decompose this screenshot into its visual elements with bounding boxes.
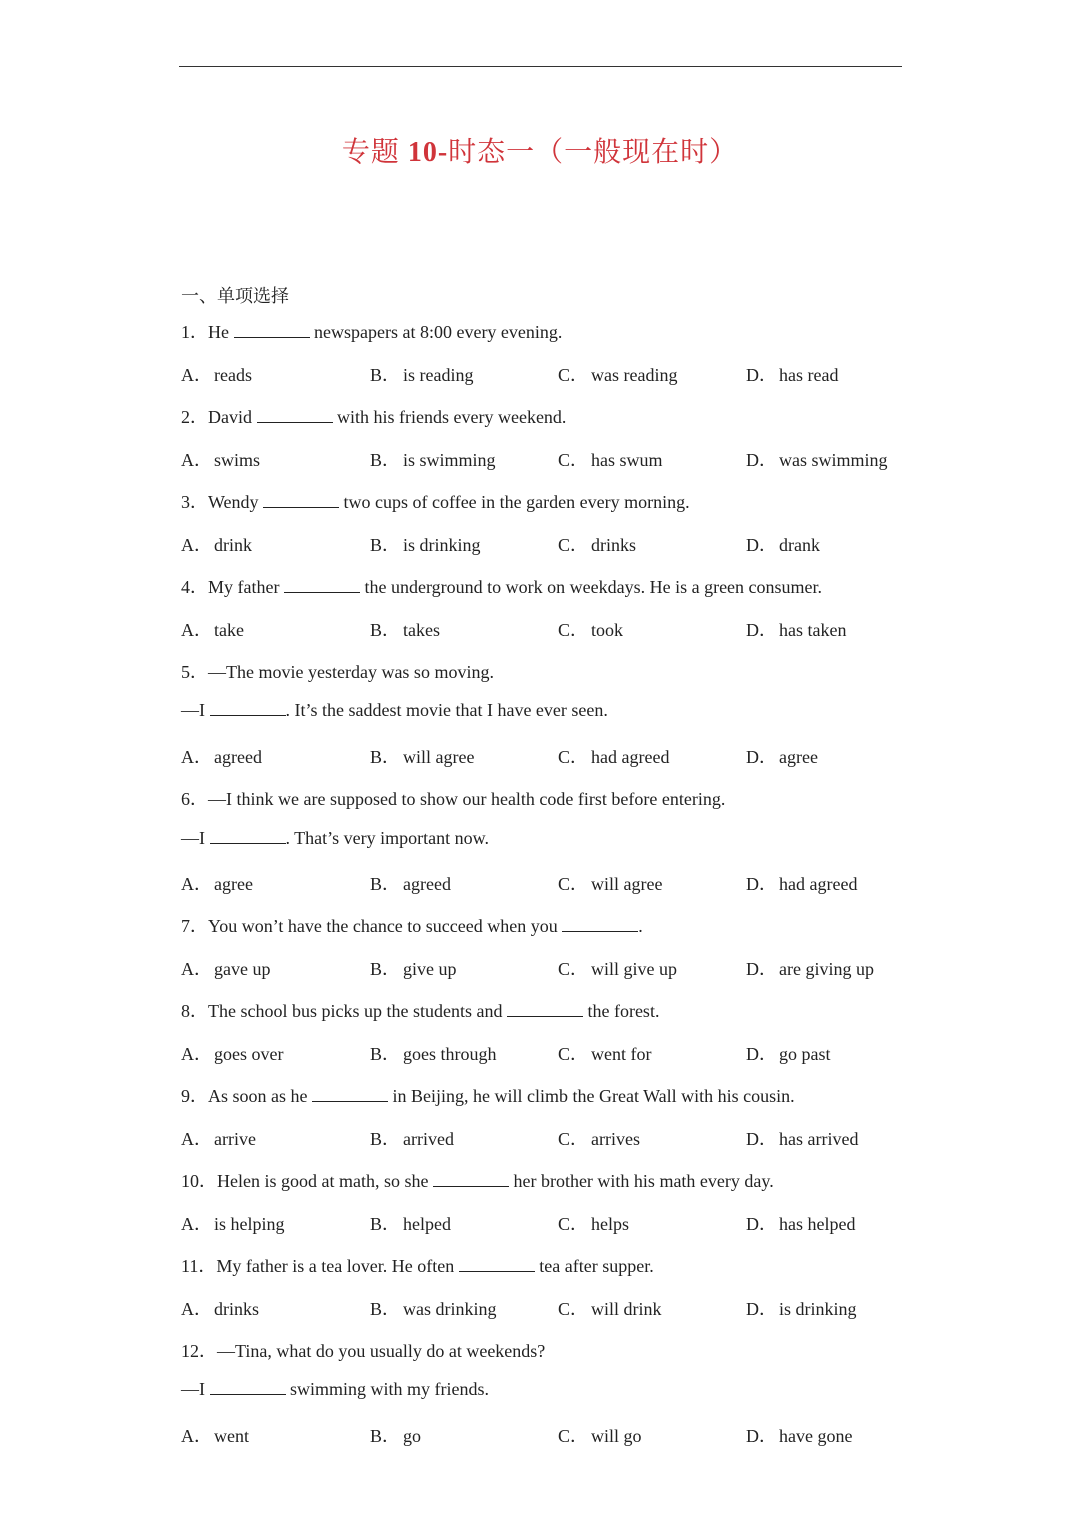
- option-a: A． is helping: [181, 1214, 285, 1234]
- option-a: A． agree: [181, 874, 253, 894]
- option-a: A． take: [181, 620, 244, 640]
- option-a: A． drink: [181, 535, 252, 555]
- option-c: C． went for: [558, 1044, 652, 1064]
- option-a: A． gave up: [181, 959, 271, 979]
- page-title: 专题 10-时态一（一般现在时）: [341, 137, 739, 168]
- answer-blank: [210, 1380, 286, 1395]
- question-9-stem: 9．As soon as he in Beijing, he will climb the Great Wall with his cousin.: [181, 1086, 795, 1106]
- option-a: A． swims: [181, 450, 261, 470]
- option-c: C． had agreed: [558, 747, 670, 767]
- question-2-stem: 2．David with his friends every weekend.: [181, 407, 567, 427]
- option-a: A． went: [181, 1426, 249, 1446]
- option-c: C． will drink: [558, 1299, 662, 1319]
- option-a: A． agreed: [181, 747, 262, 767]
- answer-blank: [433, 1172, 509, 1187]
- option-c: C． drinks: [558, 535, 636, 555]
- option-b: B． go: [370, 1426, 421, 1446]
- option-b: B． is reading: [370, 365, 474, 385]
- option-d: D． drank: [746, 535, 820, 555]
- option-c: C． was reading: [558, 365, 678, 385]
- option-a: A． reads: [181, 365, 252, 385]
- option-b: B． will agree: [370, 747, 475, 767]
- answer-blank: [312, 1087, 388, 1102]
- question-3-stem: 3．Wendy two cups of coffee in the garden every morning.: [181, 492, 690, 512]
- answer-blank: [210, 829, 286, 844]
- question-10-stem: 10．Helen is good at math, so she her brother with his math every day.: [181, 1171, 774, 1191]
- option-c: C． will agree: [558, 874, 663, 894]
- option-d: D． has taken: [746, 620, 847, 640]
- question-12-reply: —I swimming with my friends.: [181, 1379, 489, 1399]
- option-d: D． go past: [746, 1044, 831, 1064]
- answer-blank: [507, 1002, 583, 1017]
- answer-blank: [284, 578, 360, 593]
- option-b: B． was drinking: [370, 1299, 497, 1319]
- option-c: C． has swum: [558, 450, 663, 470]
- question-8-stem: 8．The school bus picks up the students and the forest.: [181, 1001, 660, 1021]
- option-c: C． helps: [558, 1214, 629, 1234]
- option-d: D． have gone: [746, 1426, 853, 1446]
- option-c: C． arrives: [558, 1129, 640, 1149]
- option-d: D． was swimming: [746, 450, 888, 470]
- question-6-stem: 6．—I think we are supposed to show our health code first before entering.: [181, 789, 726, 809]
- answer-blank: [257, 408, 333, 423]
- question-5-reply: —I . It’s the saddest movie that I have ever seen.: [181, 700, 608, 720]
- option-d: D． has read: [746, 365, 839, 385]
- section-heading: 一、单项选择: [181, 286, 289, 306]
- option-c: C． will give up: [558, 959, 677, 979]
- option-c: C． took: [558, 620, 624, 640]
- question-5-stem: 5．—The movie yesterday was so moving.: [181, 662, 494, 682]
- answer-blank: [459, 1257, 535, 1272]
- option-a: A． drinks: [181, 1299, 259, 1319]
- option-d: D． is drinking: [746, 1299, 857, 1319]
- option-b: B． is swimming: [370, 450, 496, 470]
- answer-blank: [562, 917, 638, 932]
- option-b: B． goes through: [370, 1044, 497, 1064]
- answer-blank: [263, 493, 339, 508]
- header-rule: [179, 66, 902, 67]
- answer-blank: [234, 323, 310, 338]
- option-a: A． arrive: [181, 1129, 256, 1149]
- option-b: B． agreed: [370, 874, 451, 894]
- option-a: A． goes over: [181, 1044, 284, 1064]
- option-b: B． is drinking: [370, 535, 481, 555]
- option-d: D． had agreed: [746, 874, 858, 894]
- question-1-stem: 1．He newspapers at 8:00 every evening.: [181, 322, 563, 342]
- option-c: C． will go: [558, 1426, 642, 1446]
- option-d: D． agree: [746, 747, 818, 767]
- option-b: B． give up: [370, 959, 457, 979]
- option-b: B． takes: [370, 620, 440, 640]
- question-4-stem: 4．My father the underground to work on weekdays. He is a green consumer.: [181, 577, 823, 597]
- question-7-stem: 7．You won’t have the chance to succeed when you .: [181, 916, 643, 936]
- option-d: D． are giving up: [746, 959, 874, 979]
- option-b: B． helped: [370, 1214, 451, 1234]
- question-11-stem: 11．My father is a tea lover. He often tea after supper.: [181, 1256, 654, 1276]
- answer-blank: [210, 701, 286, 716]
- question-12-stem: 12．—Tina, what do you usually do at weekends?: [181, 1341, 546, 1361]
- option-d: D． has helped: [746, 1214, 856, 1234]
- option-d: D． has arrived: [746, 1129, 859, 1149]
- question-6-reply: —I . That’s very important now.: [181, 828, 489, 848]
- option-b: B． arrived: [370, 1129, 454, 1149]
